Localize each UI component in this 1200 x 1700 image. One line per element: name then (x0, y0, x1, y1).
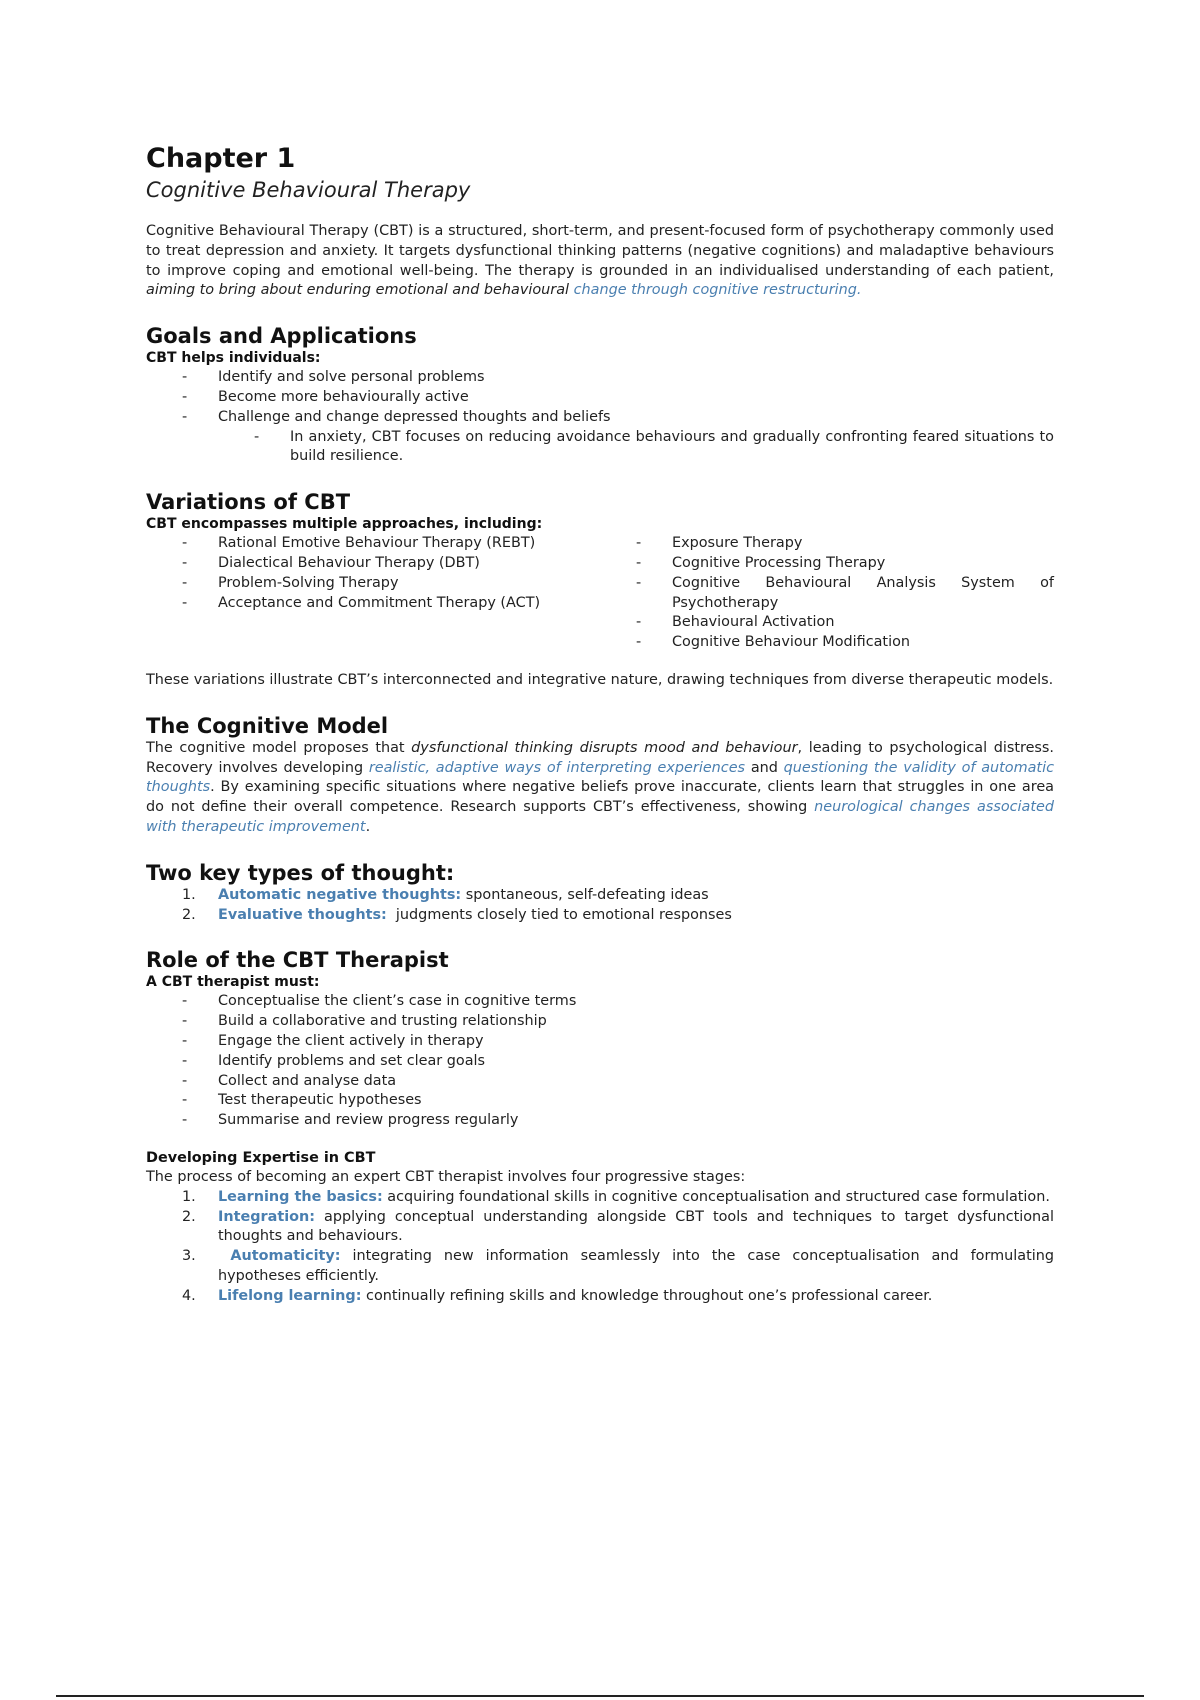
model-section (146, 713, 1054, 838)
list-item: - Engage the client actively in therapy (218, 1032, 1054, 1052)
goals-section (146, 323, 1054, 467)
item-desc: judgments closely tied to emotional responses (386, 906, 732, 923)
variations-list-left (146, 534, 600, 653)
therapist-heading: Role of the CBT Therapist (146, 948, 449, 973)
item-term: Lifelong learning: (218, 1287, 362, 1304)
item-desc: acquiring foundational skills in cognitive conceptualisation and structured case formulation. (382, 1188, 1050, 1205)
footer-rule (56, 1695, 1144, 1697)
list-item: - Build a collaborative and trusting relationship (218, 1012, 1054, 1032)
thoughts-section (146, 860, 1054, 926)
item-number: 1. (182, 1188, 196, 1205)
list-item: - Acceptance and Commitment Therapy (ACT) (218, 594, 600, 614)
therapist-list (146, 992, 1054, 1131)
model-text-5: . (365, 818, 371, 835)
therapist-section (146, 947, 1054, 1131)
variations-summary: These variations illustrate CBT’s interconnected and integrative nature, drawing techniques from diverse therapeutic models. (146, 671, 1054, 688)
expertise-section (146, 1149, 1054, 1307)
list-item: - Become more behaviourally active (218, 388, 1054, 408)
item-desc: integrating new information seamlessly into the case conceptualisation and formulating hypotheses efficiently. (218, 1248, 1054, 1284)
list-item (182, 906, 1054, 926)
list-item: - Dialectical Behaviour Therapy (DBT) (218, 554, 600, 574)
model-heading: The Cognitive Model (146, 713, 389, 738)
expertise-lead: The process of becoming an expert CBT therapist involves four progressive stages: (146, 1168, 746, 1185)
list-item: - Exposure Therapy (672, 534, 1054, 554)
list-item: - Cognitive Behavioural Analysis System of Psychotherapy (672, 574, 1054, 614)
list-item: - Behavioural Activation (672, 613, 1054, 633)
list-item: - Test therapeutic hypotheses (218, 1091, 1054, 1111)
model-text-2: , leading to psychological distress. Recovery involves developing (146, 739, 1054, 776)
item-number: 4. (182, 1287, 196, 1304)
thoughts-heading: Two key types of thought: (146, 860, 455, 885)
document-page (146, 142, 1054, 1306)
variations-section (146, 489, 1054, 691)
item-desc: continually refining skills and knowledge throughout one’s professional career. (361, 1287, 933, 1304)
goals-sublist (146, 428, 1054, 468)
therapist-lead: A CBT therapist must: (146, 974, 320, 991)
list-item: - Cognitive Processing Therapy (672, 554, 1054, 574)
item-term: Evaluative thoughts: (218, 906, 387, 923)
list-item: - Cognitive Behaviour Modification (672, 633, 1054, 653)
list-item (182, 1247, 1054, 1287)
list-item: - Identify and solve personal problems (218, 368, 1054, 388)
model-blue-2: questioning the validity of automatic thoughts (146, 759, 1054, 796)
item-number: 3. (182, 1248, 196, 1265)
model-italic: dysfunctional thinking disrupts mood and behaviour (411, 739, 798, 756)
list-item (182, 886, 1054, 906)
item-term: Automatic negative thoughts: (218, 886, 462, 903)
list-item: - Conceptualise the client’s case in cognitive terms (218, 992, 1054, 1012)
model-text-3: and (745, 759, 784, 776)
model-text-1: The cognitive model proposes that (146, 739, 412, 756)
expertise-list (146, 1188, 1054, 1307)
list-item: - Summarise and review progress regularly (218, 1111, 1054, 1131)
item-term: Learning the basics: (218, 1188, 383, 1205)
item-number: 2. (182, 906, 196, 923)
model-blue-3: neurological changes associated with therapeutic improvement (146, 799, 1054, 835)
chapter-title: Cognitive Behavioural Therapy (146, 178, 471, 202)
item-term: Integration: (218, 1208, 316, 1225)
variations-list-right (600, 534, 1054, 653)
variations-heading: Variations of CBT (146, 490, 351, 515)
intro-paragraph (146, 222, 1054, 301)
model-blue-1: realistic, adaptive ways of interpreting experiences (368, 759, 746, 776)
goals-heading: Goals and Applications (146, 324, 417, 349)
list-item: - Identify problems and set clear goals (218, 1052, 1054, 1072)
item-desc: applying conceptual understanding alongside CBT tools and techniques to target dysfunctional thoughts and behaviours. (218, 1208, 1054, 1245)
list-item: - In anxiety, CBT focuses on reducing avoidance behaviours and gradually confronting feared situations to build resilience. (290, 428, 1054, 468)
item-term: Automaticity: (218, 1248, 341, 1265)
list-item (182, 1188, 1054, 1208)
intro-blue-link: change through cognitive restructuring. (573, 282, 862, 299)
item-number: 1. (182, 886, 196, 903)
list-item (182, 1208, 1054, 1248)
list-item: - Challenge and change depressed thoughts and beliefs (218, 408, 1054, 428)
list-item: - Rational Emotive Behaviour Therapy (REBT) (218, 534, 600, 554)
thoughts-list (146, 886, 1054, 926)
variations-columns (146, 534, 1054, 653)
intro-italic: aiming to bring about enduring emotional and behavioural (146, 282, 574, 299)
item-number: 2. (182, 1208, 196, 1225)
list-item: - Problem-Solving Therapy (218, 574, 600, 594)
goals-lead: CBT helps individuals: (146, 350, 321, 367)
model-paragraph (146, 739, 1054, 838)
intro-text: Cognitive Behavioural Therapy (CBT) is a structured, short-term, and present-focused form of psychotherapy commonly used to treat depression and anxiety. It targets dysfunctional thinking patterns (negative cognitions) and maladaptive behaviours to improve coping and emotional well-being. The therapy is grounded in an individualised understanding of each patient, (146, 223, 1054, 279)
variations-lead: CBT encompasses multiple approaches, including: (146, 516, 543, 533)
chapter-number: Chapter 1 (146, 143, 296, 174)
expertise-heading: Developing Expertise in CBT (146, 1149, 376, 1166)
list-item (182, 1287, 1054, 1307)
goals-list (146, 368, 1054, 427)
list-item: - Collect and analyse data (218, 1072, 1054, 1092)
item-desc: spontaneous, self-defeating ideas (461, 886, 709, 903)
model-text-4: . By examining specific situations where negative beliefs prove inaccurate, clients learn that struggles in one area do not define their overall competence. Research supports CBT’s effectiveness, showing (146, 779, 1054, 816)
